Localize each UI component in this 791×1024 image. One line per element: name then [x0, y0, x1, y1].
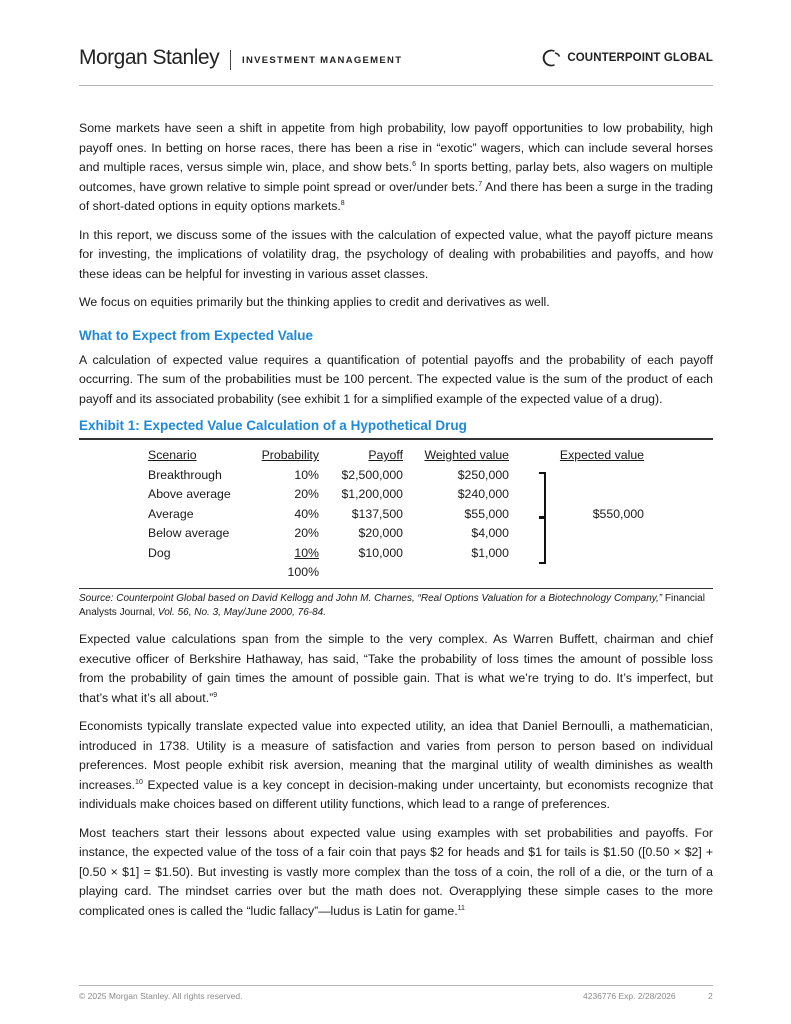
- probability-total: 100%: [287, 565, 319, 579]
- payoff-cell: $10,000: [358, 545, 403, 560]
- text-segment: Most teachers start their lessons about expected value using examples with set probabilities and payoffs. For instance, the expected value of the toss of a fair coin that pays $2 for heads and $1 for tails is $1.50 ([0.50 × $2] + [0.50 × $1] = $1.50). But investing is vastly more complex than the toss of a coin, the roll of a die, or the turn of a playing card. The mindset carries over but the math does not. Overapplying these simple cases to the more complicated ones is called the “ludic fallacy”—ludus is Latin for game.: [79, 825, 713, 918]
- weighted-value-cell: $1,000: [471, 545, 509, 560]
- scenario-column: [148, 446, 231, 563]
- page-number: 2: [708, 991, 713, 1001]
- payoff-cell: $2,500,000: [341, 467, 403, 482]
- weighted-value-column: [409, 446, 509, 563]
- source-text: Vol. 56, No. 3, May/June 2000, 76-84.: [155, 607, 327, 618]
- counterpoint-global-logo: [540, 48, 713, 68]
- payoff-cell: $1,200,000: [341, 487, 403, 501]
- morgan-stanley-logo: Morgan Stanley: [79, 46, 220, 69]
- intro-paragraph-1: [79, 119, 713, 217]
- source-text: Source: Counterpoint Global based on David Kellogg and John M. Charnes, “Real Options Valuation for a Biotechnology Company,”: [79, 593, 663, 604]
- column-header-scenario: Scenario: [148, 448, 197, 462]
- footnote-ref[interactable]: 10: [135, 778, 143, 786]
- intro-paragraph-2: In this report, we discuss some of the issues with the calculation of expected value, what the payoff picture means for investing, the implications of volatility drag, the psychology of dealing with probabilities and payoffs, and how these ideas can be helpful for investing in various asset classes.: [79, 227, 713, 281]
- body-paragraph-3: [79, 824, 713, 922]
- text-segment: Some markets have seen a shift in appetite from high probability, low payoff opportunities to low probability, high payoff ones. In betting on horse races, there has been a rise in “exotic” wagers, which can include several horses and multiple races, versus simple win, place, and show bets.: [79, 121, 713, 174]
- payoff-column: [324, 446, 403, 563]
- weighted-value-cell: $240,000: [457, 487, 509, 501]
- logo-divider: [230, 50, 231, 70]
- text-segment: Expected value calculations span from the simple to the very complex. As Warren Buffett, chairman and chief executive officer of Berkshire Hathaway, has said, “Take the probability of loss times the amount of possible loss from the probability of gain times the amount of possible gain. That is what we’re trying to do. It’s imperfect, but that’s what it’s all about.”: [79, 632, 713, 705]
- expected-value-column: [539, 446, 644, 524]
- scenario-cell: Above average: [148, 487, 231, 501]
- weighted-value-cell: $4,000: [471, 526, 509, 540]
- probability-cell: 20%: [294, 487, 319, 501]
- scenario-cell: Below average: [148, 526, 230, 540]
- probability-cell: 20%: [294, 526, 319, 540]
- footnote-ref[interactable]: 6: [412, 161, 417, 168]
- text-segment: Economists typically translate expected value into expected utility, an idea that Daniel Bernoulli, a mathematician, introduced in 1738. Utility is a measure of satisfaction and varies from person to person based on individual preferences. Most people exhibit risk aversion, meaning that the marginal utility of wealth diminishes as wealth increases.: [79, 719, 713, 792]
- scenario-cell: Breakthrough: [148, 467, 222, 482]
- probability-cell: 10%: [294, 467, 319, 482]
- exhibit-source-note: [79, 592, 713, 620]
- text-segment: And there has been a surge in the trading of short-dated options in equity options markets.: [79, 179, 713, 213]
- counterpoint-global-text: COUNTERPOINT GLOBAL: [567, 52, 713, 64]
- exhibit-top-rule: [79, 438, 713, 440]
- page-header: [79, 46, 713, 76]
- footnote-ref[interactable]: 11: [457, 904, 465, 912]
- section-heading: What to Expect from Expected Value: [79, 327, 314, 343]
- exhibit-title: Exhibit 1: Expected Value Calculation of a Hypothetical Drug: [79, 418, 467, 433]
- header-divider: [79, 85, 713, 86]
- weighted-value-cell: $250,000: [457, 467, 509, 482]
- column-header-weighted-value: Weighted value: [424, 448, 509, 462]
- expected-value-total: $550,000: [592, 506, 644, 521]
- footer-divider: [79, 985, 713, 986]
- footnote-ref[interactable]: 8: [340, 200, 345, 207]
- division-label: INVESTMENT MANAGEMENT: [242, 55, 403, 66]
- intro-paragraph-3: We focus on equities primarily but the thinking applies to credit and derivatives as well.: [79, 295, 550, 309]
- source-journal: Financial Analysts Journal,: [79, 593, 705, 618]
- column-header-payoff: Payoff: [368, 448, 403, 462]
- counterpoint-c-icon: [540, 48, 562, 68]
- payoff-cell: $137,500: [351, 506, 403, 521]
- expected-value-table: [79, 446, 713, 586]
- copyright-notice: © 2025 Morgan Stanley. All rights reserved.: [79, 991, 243, 1001]
- scenario-cell: Dog: [148, 545, 171, 560]
- column-header-probability: Probability: [261, 448, 319, 462]
- probability-column: [239, 446, 319, 583]
- text-segment: In sports betting, parlay bets, also wagers on multiple outcomes, have grown relative to simple point spread or over/under bets.: [79, 160, 713, 194]
- weighted-value-cell: $55,000: [464, 506, 509, 521]
- probability-cell: 10%: [294, 545, 319, 560]
- text-segment: Expected value is a key concept in decision-making under uncertainty, but economists recognize that individuals make choices based on different utility functions, which lead to a range of preferences.: [79, 777, 713, 811]
- page-content: [79, 119, 713, 930]
- payoff-cell: $20,000: [358, 526, 403, 540]
- column-header-expected-value: Expected value: [559, 448, 644, 462]
- document-id: 4236776 Exp. 2/28/2026: [583, 991, 676, 1001]
- probability-cell: 40%: [294, 506, 319, 521]
- body-paragraph-2: [79, 717, 713, 815]
- scenario-cell: Average: [148, 506, 194, 521]
- section-paragraph-1: A calculation of expected value requires a quantification of potential payoffs and the probability of each payoff occurring. The sum of the probabilities must be 100 percent. The expected value is the sum of the product of each payoff and its associated probability (see exhibit 1 for a simplified example of the expected value of a drug).: [79, 352, 713, 406]
- footnote-ref[interactable]: 9: [213, 691, 218, 699]
- body-paragraph-1: [79, 630, 713, 708]
- exhibit-bottom-rule: [79, 588, 713, 589]
- footnote-ref[interactable]: 7: [478, 180, 483, 188]
